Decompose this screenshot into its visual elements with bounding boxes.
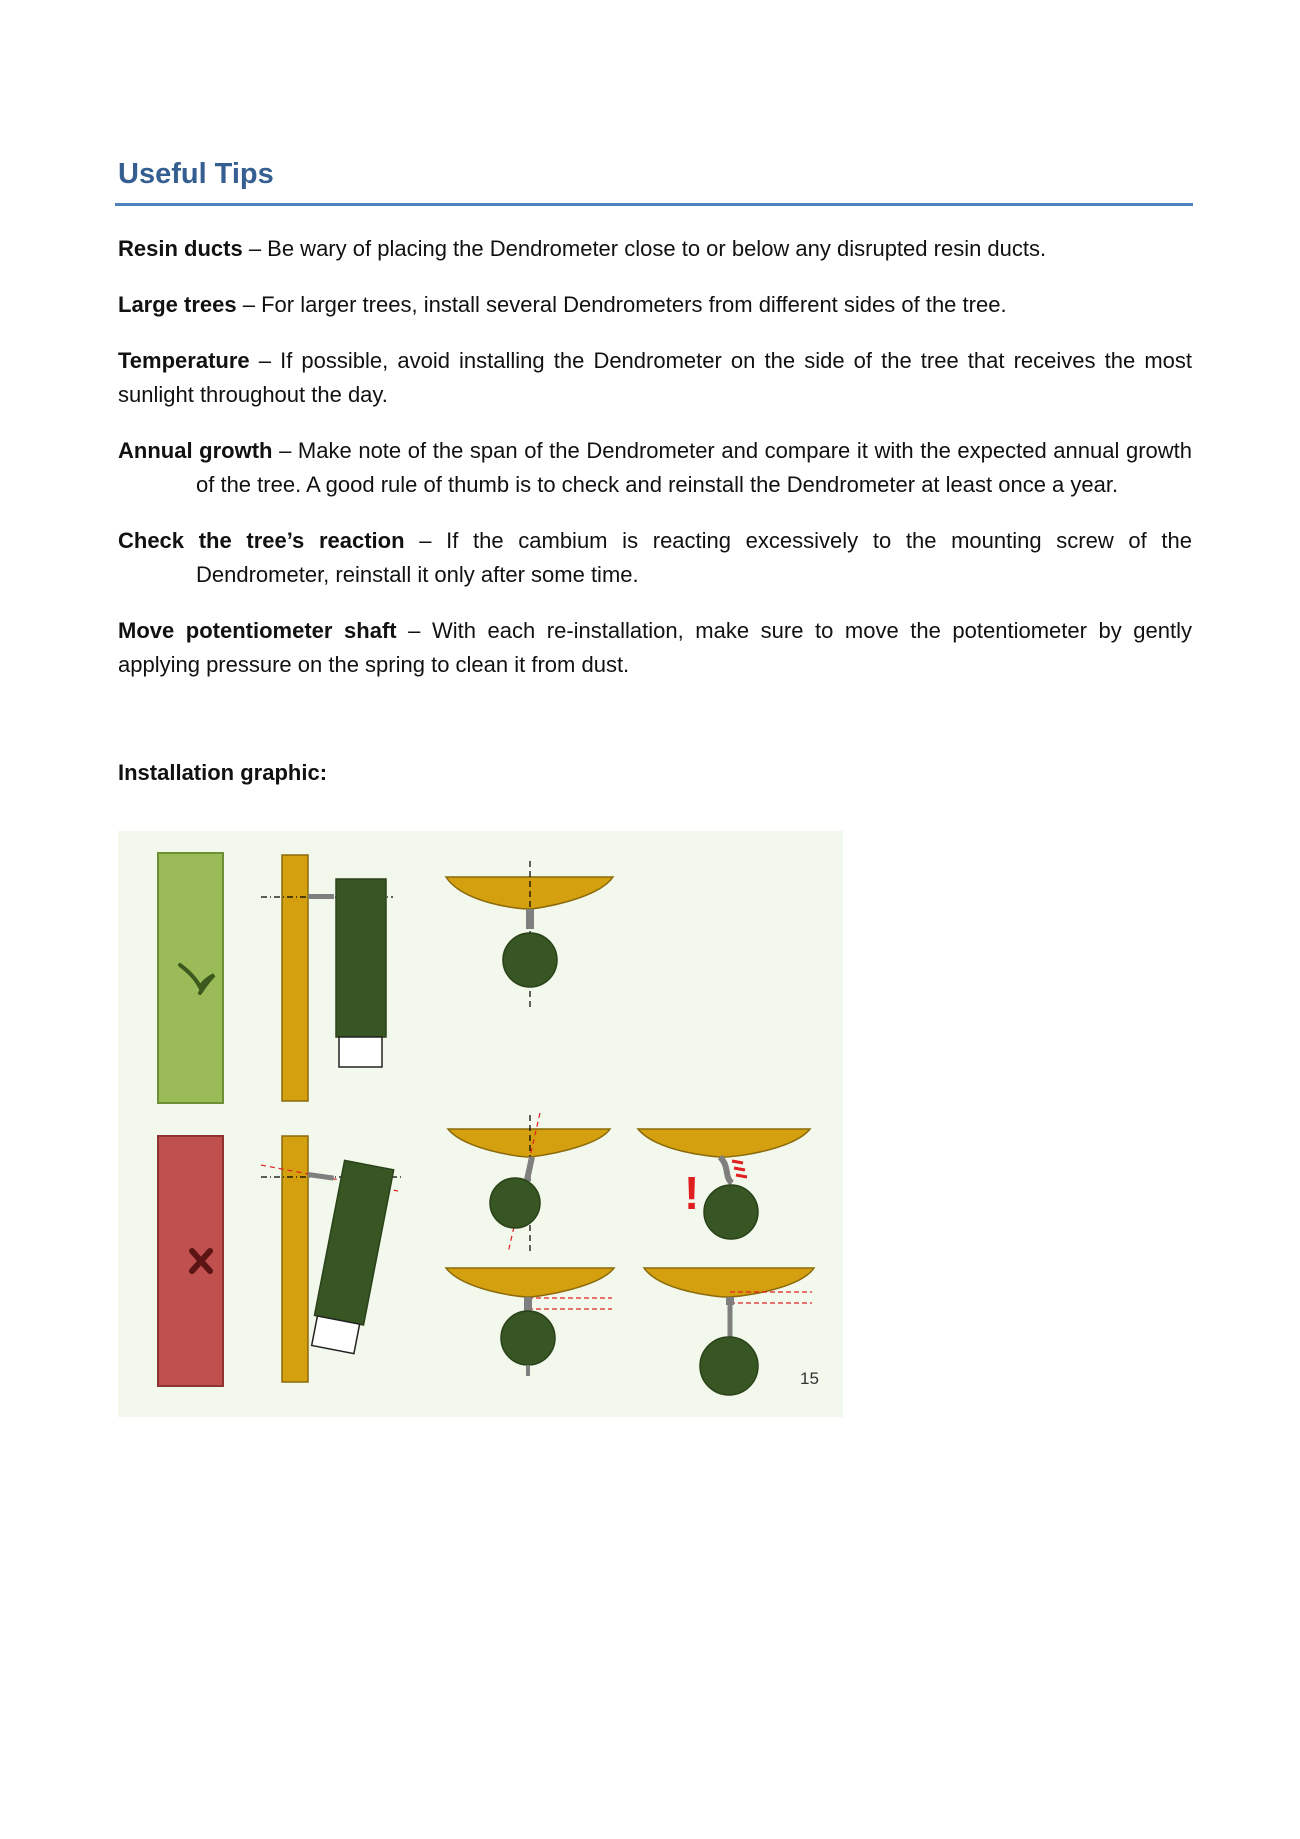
dendrometer-top-reaction <box>704 1185 758 1239</box>
tip-text: – With each re-installation, make sure to move the potentiometer by gently applying pressure on the spring to clean it from dust. <box>118 618 1192 677</box>
tip-text: – If possible, avoid installing the Dendrometer on the side of the tree that receives the most sunlight throughout the day. <box>118 348 1192 407</box>
dendrometer-top-spacing-long <box>700 1337 758 1395</box>
tip-resin-ducts <box>118 232 1192 266</box>
tip-check-reaction <box>118 524 1192 592</box>
potentiometer-cap <box>339 1037 382 1067</box>
tip-title: Temperature <box>118 348 250 373</box>
wrong-panel <box>158 1136 223 1386</box>
installation-graphic-label: Installation graphic: <box>118 760 328 785</box>
trunk-side-wrong <box>282 1136 308 1382</box>
graphic-background <box>118 831 843 1417</box>
installation-graphic <box>118 831 843 1417</box>
tip-text: – Be wary of placing the Dendrometer close to or below any disrupted resin ducts. <box>242 236 1047 261</box>
dendrometer-side-correct <box>336 879 386 1037</box>
installation-graphic-svg <box>118 831 843 1417</box>
warning-icon: ! <box>684 1167 700 1219</box>
tip-title: Annual growth <box>118 438 273 463</box>
tip-title: Check the tree’s reaction <box>118 528 405 553</box>
heading-underline <box>115 203 1193 206</box>
graphic-page-number: 15 <box>800 1369 819 1388</box>
screw-icon <box>726 1297 734 1305</box>
tip-title: Large trees <box>118 292 237 317</box>
tip-text: – For larger trees, install several Dendrometers from different sides of the tree. <box>236 292 1007 317</box>
trunk-side-correct <box>282 855 308 1101</box>
dendrometer-top-tilted <box>490 1178 540 1228</box>
screw-icon <box>526 909 534 929</box>
tip-title: Resin ducts <box>118 236 243 261</box>
dendrometer-top-correct <box>503 933 557 987</box>
screw-icon <box>308 894 334 899</box>
tip-large-trees <box>118 288 1192 322</box>
tip-temperature <box>118 344 1192 412</box>
tip-text: – If the cambium is reacting excessively to the mounting screw of the Dendrometer, reinstall it only after some time. <box>196 528 1193 587</box>
tip-title: Move potentiometer shaft <box>118 618 397 643</box>
page-heading: Useful Tips <box>118 158 274 190</box>
tip-move-potentiometer <box>118 614 1192 682</box>
tip-annual-growth <box>118 434 1192 502</box>
dendrometer-top-spacing-short <box>501 1311 555 1365</box>
tip-text: – Make note of the span of the Dendrometer and compare it with the expected annual growth of the tree. A good rule of thumb is to check and reinstall the Dendrometer at least once a year. <box>196 438 1193 497</box>
